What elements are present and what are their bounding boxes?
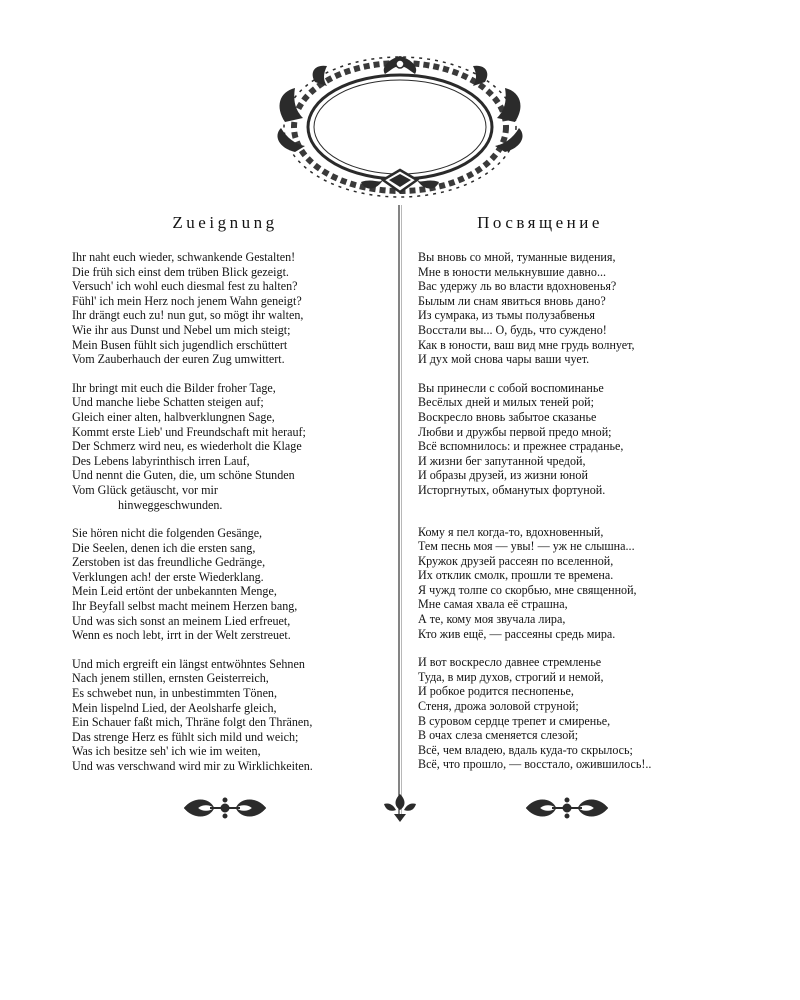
verse-line: Любви и дружбы первой предо мной; <box>418 424 612 439</box>
verse-line: Кому я пел когда-то, вдохновенный, <box>418 524 604 539</box>
verse-line: Versuch' ich wohl euch diesmal fest zu halten? <box>72 279 298 294</box>
verse-line: Zerstoben ist das freundliche Gedränge, <box>72 555 266 570</box>
verse-line: Из сумрака, из тьмы полузабвенья <box>418 308 595 323</box>
verse-line: Mein Leid ertönt der unbekannten Menge, <box>72 584 277 599</box>
verse-line: Sie hören nicht die folgenden Gesänge, <box>72 526 263 541</box>
verse-line: Мне самая хвала её страшна, <box>418 597 568 612</box>
verse-line: Kommt erste Lieb' und Freundschaft mit herauf; <box>72 424 306 439</box>
verse-line: hinweggeschwunden. <box>118 497 223 512</box>
german-stanza-1 <box>72 250 392 367</box>
verse-line: Und manche liebe Schatten steigen auf; <box>72 395 264 410</box>
russian-stanza-1 <box>418 250 718 367</box>
verse-line: И образы друзей, из жизни юной <box>418 468 588 483</box>
verse-line: И робкое родится песнопенье, <box>418 684 574 699</box>
verse-line: Былым ли снам явиться вновь дано? <box>418 293 606 308</box>
verse-line: Des Lebens labyrinthisch irren Lauf, <box>72 453 250 468</box>
verse-line: Весёлых дней и милых теней рой; <box>418 395 594 410</box>
verse-line: Ihr Beyfall selbst macht meinem Herzen bang, <box>72 599 298 614</box>
column-divider <box>395 205 405 820</box>
verse-line: Всё, что прошло, — восстало, ожившилось!.. <box>418 757 652 772</box>
verse-line: Вы вновь со мной, туманные видения, <box>418 250 616 264</box>
small-crest-icon <box>380 790 420 826</box>
verse-line: Я чужд толпе со скорбью, мне священной, <box>418 582 637 597</box>
verse-line: Nach jenem stillen, ernsten Geisterreich, <box>72 671 269 686</box>
verse-line: Вас удержу ль во власти вдохновенья? <box>418 279 617 294</box>
scroll-flourish-icon <box>180 790 270 826</box>
scroll-flourish-icon <box>522 790 612 826</box>
verse-line: Ihr bringt mit euch die Bilder froher Tage, <box>72 380 276 395</box>
verse-line: Vom Glück getäuscht, vor mir <box>72 482 218 497</box>
verse-line: Всё, чем владею, вдаль куда-то скрылось; <box>418 742 633 757</box>
german-stanza-2 <box>72 381 392 512</box>
verse-line: Die früh sich einst dem trüben Blick gezeigt. <box>72 264 289 279</box>
verse-line: Их отклик смолк, прошли те времена. <box>418 568 614 583</box>
german-stanza-3 <box>72 526 392 643</box>
german-stanza-4 <box>72 657 392 774</box>
russian-stanza-2 <box>418 381 718 498</box>
verse-line: Die Seelen, denen ich die ersten sang, <box>72 540 256 555</box>
russian-stanza-3 <box>418 525 718 642</box>
verse-line: И дух мой снова чары ваши чует. <box>418 352 590 367</box>
verse-line: Mein Busen fühlt sich jugendlich erschüttert <box>72 337 288 352</box>
verse-line: Fühl' ich mein Herz noch jenem Wahn geneigt? <box>72 293 302 308</box>
verse-line: Es schwebet nun, in unbestimmten Tönen, <box>72 686 278 701</box>
russian-column <box>418 212 718 786</box>
verse-line: Wie ihr aus Dunst und Nebel um mich steigt; <box>72 322 291 337</box>
verse-line: Стеня, дрожа эоловой струной; <box>418 699 579 714</box>
verse-line: И вот воскресло давнее стремленье <box>418 655 602 670</box>
verse-line: Und mich ergreift ein längst entwöhntes Sehnen <box>72 656 305 671</box>
german-column <box>72 212 392 788</box>
verse-line: Ein Schauer faßt mich, Thräne folgt den Thränen, <box>72 715 313 730</box>
verse-line: Всё вспомнилось: и прежнее страданье, <box>418 439 624 454</box>
verse-line: В суровом сердце трепет и смиренье, <box>418 713 611 728</box>
verse-line: Verklungen ach! der erste Wiederklang. <box>72 569 264 584</box>
verse-line: Воскресло вновь забытое сказанье <box>418 409 597 424</box>
verse-line: Ihr naht euch wieder, schwankende Gestalten! <box>72 250 296 264</box>
verse-line: Тем песнь моя — увы! — уж не слышна... <box>418 539 635 554</box>
verse-line: Ihr drängt euch zu! nun gut, so mögt ihr walten, <box>72 308 304 323</box>
verse-line: Der Schmerz wird neu, es wiederholt die Klage <box>72 439 302 454</box>
russian-stanza-4 <box>418 655 718 772</box>
verse-line: Und nennt die Guten, die, um schöne Stunden <box>72 468 295 483</box>
verse-line: Wenn es noch lebt, irrt in der Welt zerstreuet. <box>72 628 291 643</box>
verse-line: Das strenge Herz es fühlt sich mild und weich; <box>72 729 299 744</box>
verse-line: Mein lispelnd Lied, der Aeolsharfe gleich, <box>72 700 277 715</box>
verse-line: Was ich besitze seh' ich wie im weiten, <box>72 744 261 759</box>
verse-line: Исторгнутых, обманутых фортуной. <box>418 482 606 497</box>
verse-line: Und was verschwand wird mir zu Wirklichkeiten. <box>72 759 313 773</box>
verse-line: Вы принесли с собой воспоминанье <box>418 380 604 395</box>
verse-line: А те, кому моя звучала лира, <box>418 612 566 627</box>
verse-line: Восстали вы... О, будь, что суждено! <box>418 322 607 337</box>
russian-title: Посвящение <box>477 213 603 232</box>
verse-line: Vom Zauberhauch der euren Zug umwittert. <box>72 352 285 367</box>
verse-line: И жизни бег запутанной чредой, <box>418 453 586 468</box>
verse-line: Как в юности, ваш вид мне грудь волнует, <box>418 337 635 352</box>
verse-line: Мне в юности мелькнувшие давно... <box>418 264 607 279</box>
verse-line: Туда, в мир духов, строгий и немой, <box>418 669 604 684</box>
verse-line: Und was sich sonst an meinem Lied erfreuet, <box>72 613 291 628</box>
verse-line: Gleich einer alten, halbverklungnen Sage, <box>72 409 275 424</box>
verse-line: Кружок друзей рассеян по вселенной, <box>418 553 614 568</box>
verse-line: В очах слеза сменяется слезой; <box>418 728 579 743</box>
german-title: Zueignung <box>172 213 278 232</box>
oval-frame-ornament-icon <box>265 52 535 202</box>
verse-line: Кто жив ещё, — рассеяны средь мира. <box>418 626 616 641</box>
